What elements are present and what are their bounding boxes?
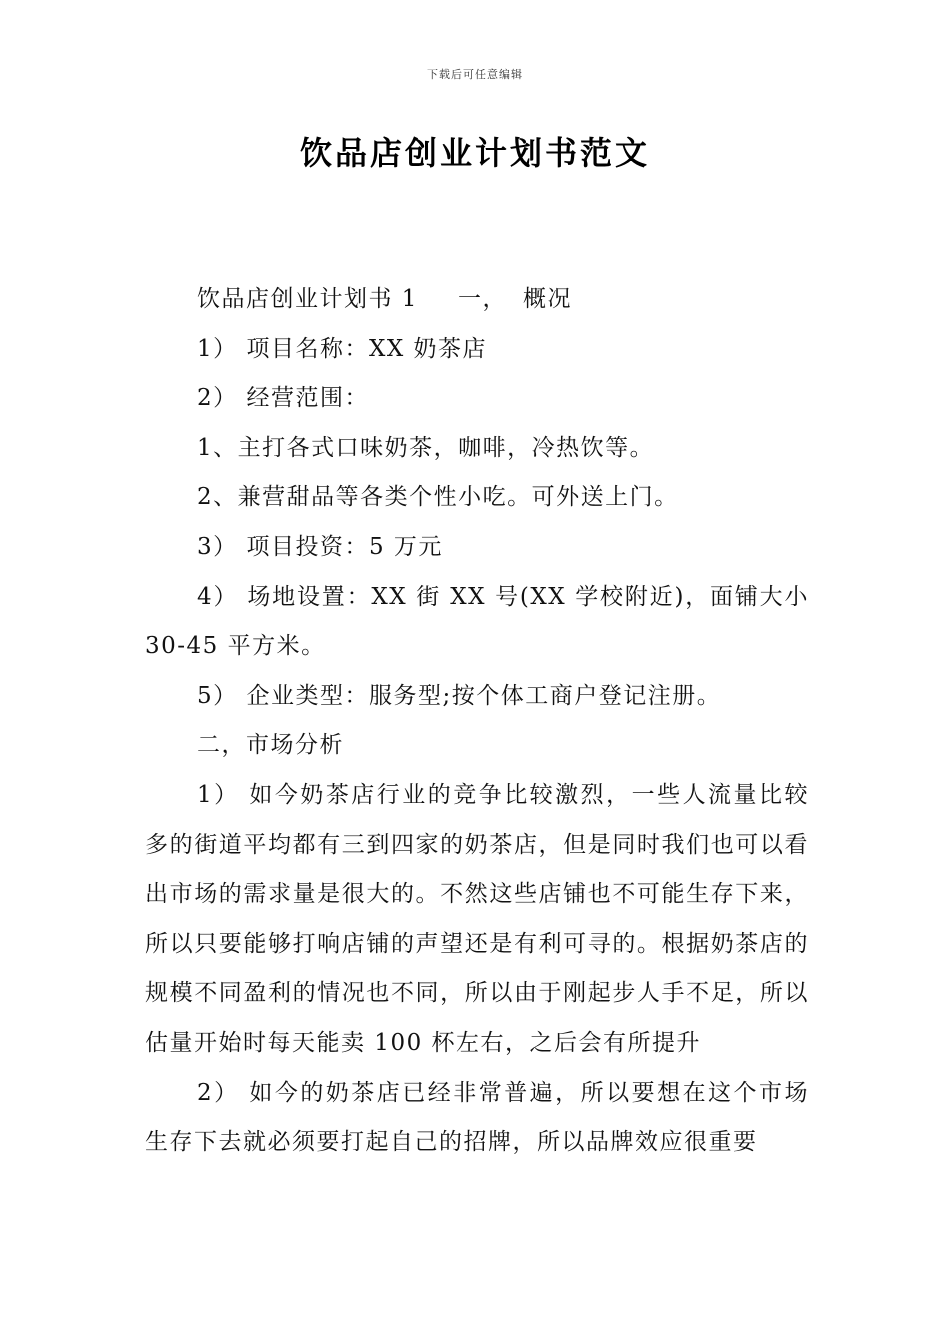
intro-plan-title: 饮品店创业计划书 1 [197,286,418,312]
section-heading-overview: 概况 [522,286,572,312]
paragraph-business-scope: 2） 经营范围： [197,385,369,412]
document-body [145,275,809,1168]
paragraph-company-type: 5） 企业类型：服务型;按个体工商户登记注册。 [197,682,722,709]
paragraph-project-name: 1） 项目名称：XX 奶茶店 [197,335,488,362]
intro-line [145,275,809,325]
paragraph-market-2: 2） 如今的奶茶店已经非常普遍，所以要想在这个市场生存下去就必须要打起自己的招牌，所以品牌效应很重要 [145,1079,809,1156]
paragraph-scope-item-2: 2、兼营甜品等各类个性小吃。可外送上门。 [197,484,679,511]
section-number-one: 一， [457,286,507,312]
header-note: 下载后可任意编辑 [427,68,523,81]
paragraph-venue: 4） 场地设置：XX 街 XX 号(XX 学校附近)，面铺大小 30-45 平方米。 [145,583,809,660]
section-heading-market-analysis: 二，市场分析 [197,732,344,759]
document-title: 饮品店创业计划书范文 [299,134,650,172]
paragraph-investment: 3） 项目投资：5 万元 [197,533,443,560]
paragraph-scope-item-1: 1、主打各式口味奶茶，咖啡，冷热饮等。 [197,434,655,461]
paragraph-market-1: 1） 如今奶茶店行业的竞争比较激烈，一些人流量比较多的街道平均都有三到四家的奶茶店，但是同时我们也可以看出市场的需求量是很大的。不然这些店铺也不可能生存下来，所以只要能够打响店铺的声望还是有利可寻的。根据奶茶店的规模不同盈利的情况也不同，所以由于刚起步人手不足，所以估量开始时每天能卖 100 杯左右，之后会有所提升 [145,781,809,1056]
